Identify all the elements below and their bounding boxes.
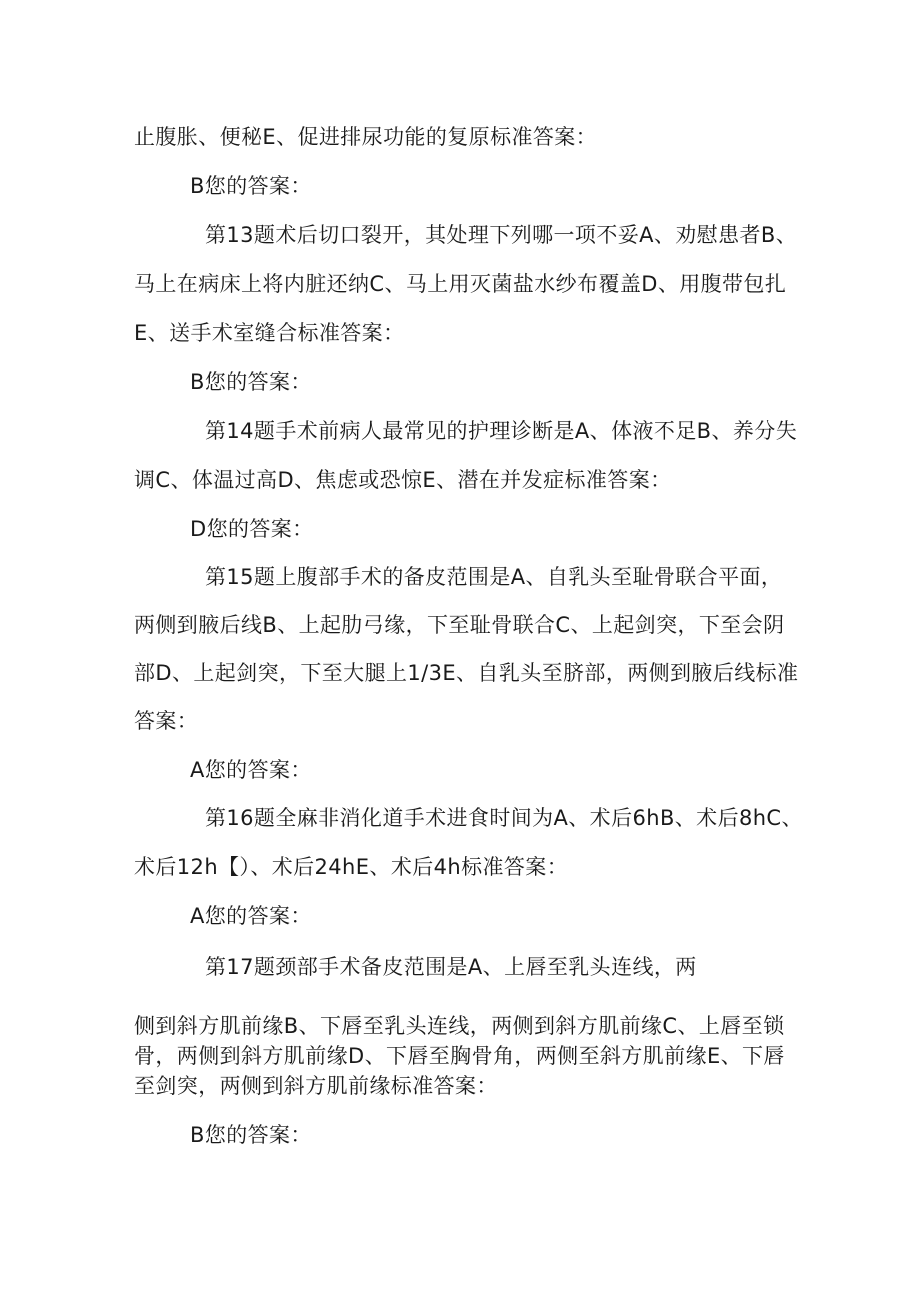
answer-line: B您的答案： — [190, 174, 312, 198]
question-16-line: 第16题全麻非消化道手术进食时间为A、术后6hB、术后8hC、 — [205, 806, 803, 830]
question-17-line: 第17题颈部手术备皮范围是A、上唇至乳头连线，两 — [205, 955, 697, 979]
text-line: E、送手术室缝合标准答案： — [134, 321, 405, 345]
text-line: 答案： — [134, 709, 199, 733]
text-line: 术后12h【）、术后24hE、术后4h标准答案： — [134, 855, 569, 879]
answer-line: B您的答案： — [190, 370, 312, 394]
answer-line: B您的答案： — [190, 1123, 312, 1147]
answer-line: D您的答案： — [190, 517, 314, 541]
text-line: 止腹胀、便秘E、促进排尿功能的复原标准答案： — [134, 125, 598, 149]
text-line: 侧到斜方肌前缘B、下唇至乳头连线，两侧到斜方肌前缘C、上唇至锁 — [134, 1014, 785, 1038]
question-14-line: 第14题手术前病人最常见的护理诊断是A、体液不足B、养分失 — [205, 419, 798, 443]
text-line: 骨，两侧到斜方肌前缘D、下唇至胸骨角，两侧至斜方肌前缘E、下唇 — [134, 1044, 785, 1068]
text-line: 至剑突，两侧到斜方肌前缘标准答案： — [134, 1074, 498, 1098]
question-13-line: 第13题术后切口裂开，其处理下列哪一项不妥A、劝慰患者B、 — [205, 223, 798, 247]
answer-line: A您的答案： — [190, 904, 312, 928]
text-line: 两侧到腋后线B、上起肋弓缘，下至耻骨联合C、上起剑突，下至会阴 — [134, 613, 785, 637]
answer-line: A您的答案： — [190, 758, 312, 782]
question-15-line: 第15题上腹部手术的备皮范围是A、自乳头至耻骨联合平面， — [205, 565, 783, 589]
text-line: 马上在病床上将内脏还纳C、马上用灭菌盐水纱布覆盖D、用腹带包扎 — [134, 272, 787, 296]
text-line: 部D、上起剑突，下至大腿上1/3E、自乳头至脐部，两侧到腋后线标准 — [134, 661, 799, 685]
text-line: 调C、体温过高D、焦虑或恐惊E、潜在并发症标准答案： — [134, 468, 672, 492]
